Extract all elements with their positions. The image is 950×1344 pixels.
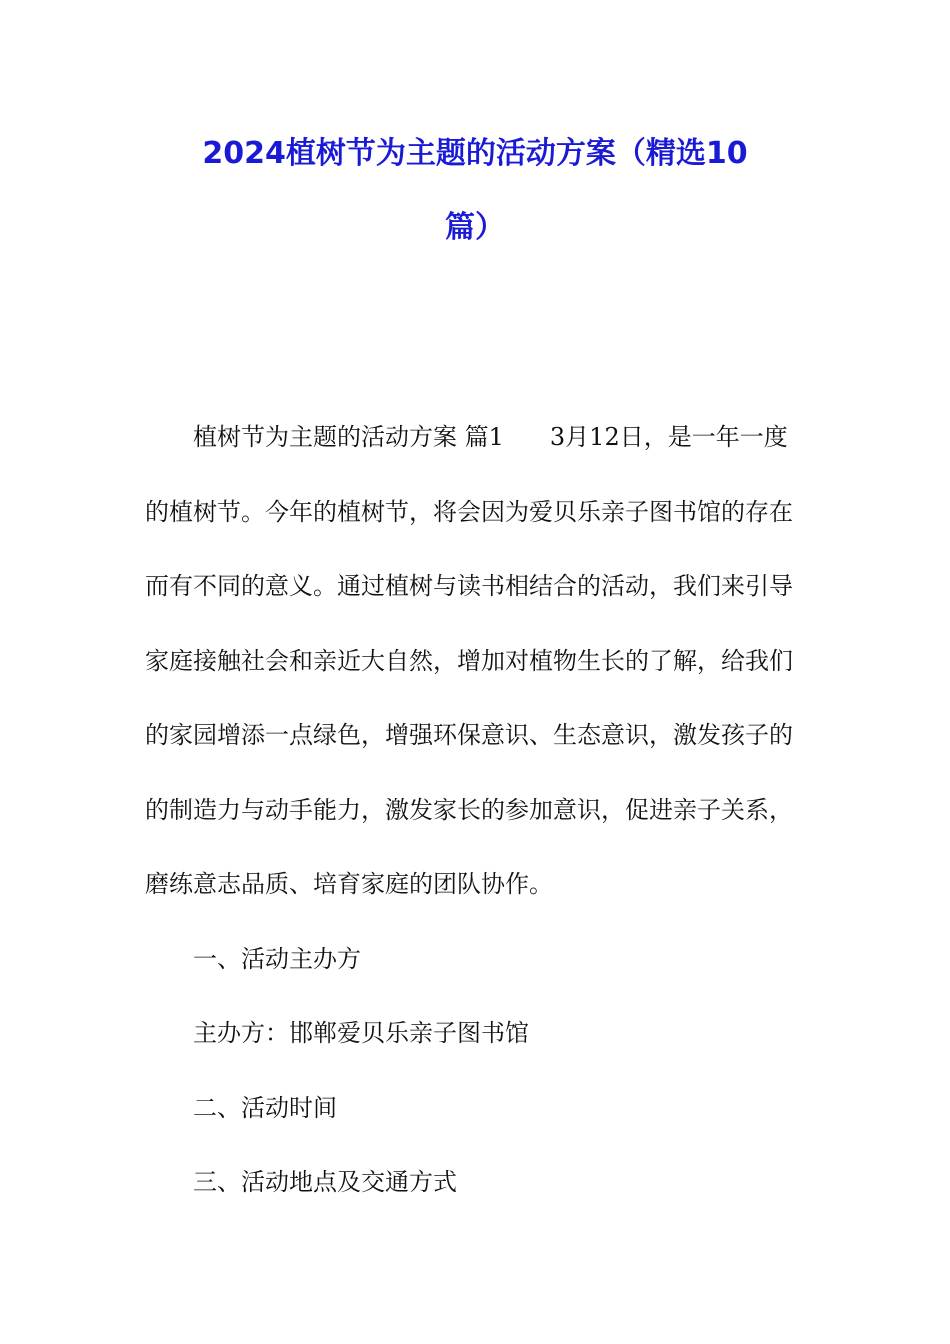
intro-line: 的植树节。今年的植树节，将会因为爱贝乐亲子图书馆的存在 [145, 497, 793, 526]
intro-line: 的家园增添一点绿色，增强环保意识、生态意识，激发孩子的 [145, 721, 793, 749]
organizer-text: 主办方：邯郸爱贝乐亲子图书馆 [193, 1019, 529, 1047]
intro-line: 家庭接触社会和亲近大自然，增加对植物生长的了解，给我们 [145, 646, 793, 675]
intro-line: 磨练意志品质、培育家庭的团队协作。 [145, 870, 553, 898]
document-title [130, 117, 820, 265]
section-heading-organizer: 一、活动主办方 [193, 944, 361, 973]
intro-line: 而有不同的意义。通过植树与读书相结合的活动，我们来引导 [145, 572, 793, 600]
intro-line: 的制造力与动手能力，激发家长的参加意识，促进亲子关系， [145, 795, 793, 824]
intro-line [145, 400, 810, 475]
document-body [145, 400, 810, 1220]
section-label: 植树节为主题的活动方案 篇1 [193, 423, 504, 451]
section-heading-location: 三、活动地点及交通方式 [193, 1168, 457, 1196]
title-line-2: 篇） [445, 210, 505, 245]
date-text: 3月12日，是一年一度 [549, 423, 788, 451]
section-heading-time: 二、活动时间 [193, 1093, 337, 1122]
title-line-1: 2024植树节为主题的活动方案（精选10 [202, 136, 748, 171]
